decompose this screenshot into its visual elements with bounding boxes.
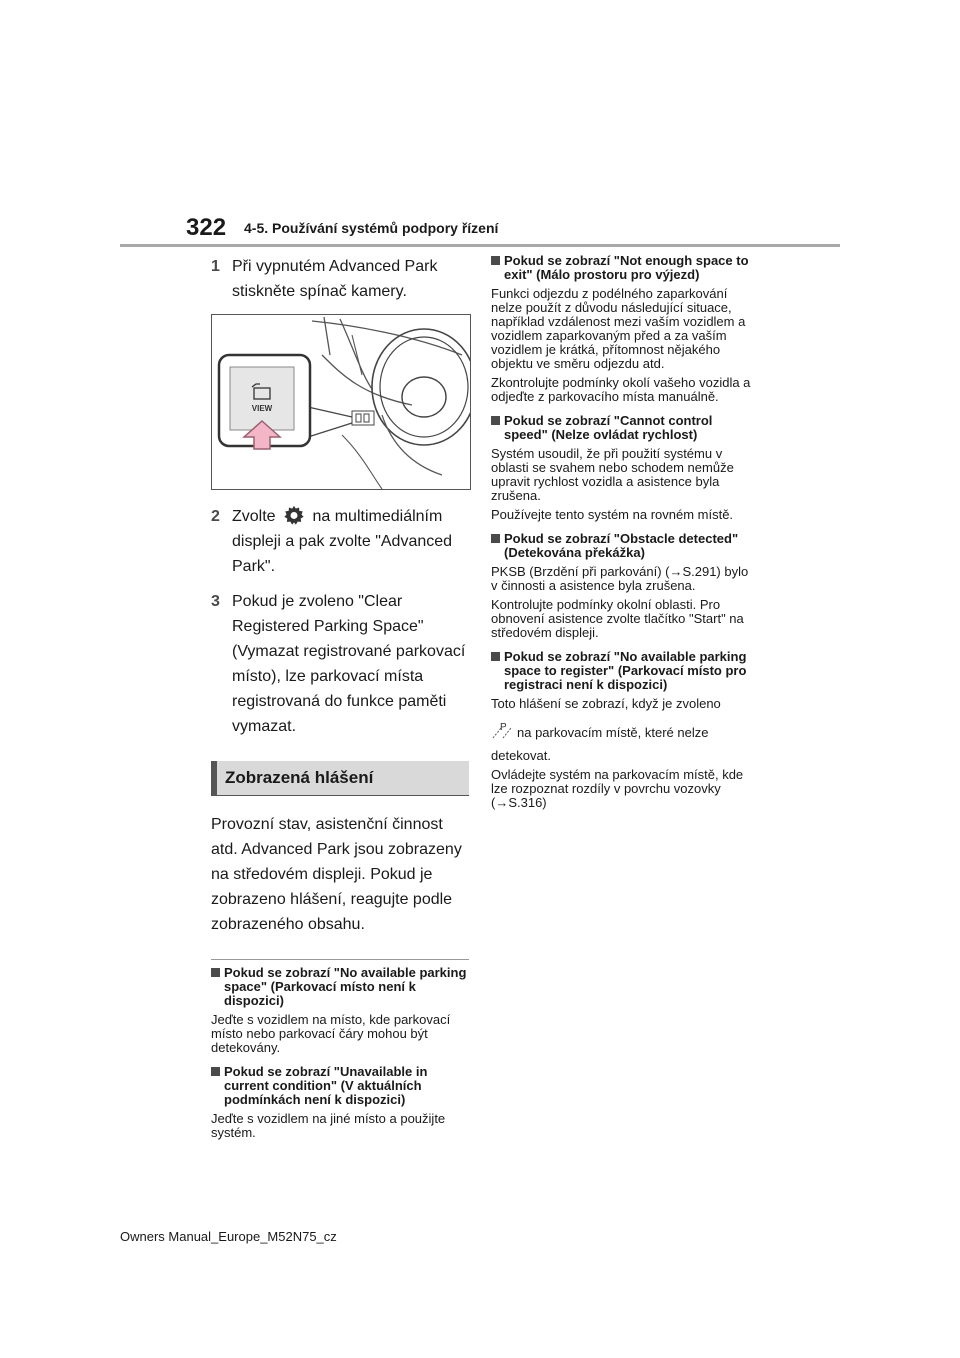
header-rule [120, 244, 840, 247]
camera-switch-figure [211, 314, 471, 490]
message-item [491, 650, 752, 810]
section-heading: Zobrazená hlášení [211, 761, 469, 796]
message-title: Pokud se zobrazí "Unavailable in current condition" (V aktuálních podmínkách není k dispozici) [211, 1065, 469, 1107]
message-title: Pokud se zobrazí "No available parking space" (Parkovací místo není k dispozici) [211, 966, 469, 1008]
message-title: Pokud se zobrazí "Not enough space to exit" (Málo prostoru pro výjezd) [491, 254, 752, 282]
step-text-after: na multimediálním displeji a pak zvolte "Advanced Park". [232, 508, 453, 575]
message-item [491, 254, 752, 404]
message-body: Jeďte s vozidlem na jiné místo a použijte systém. [211, 1111, 446, 1140]
message-title: Pokud se zobrazí "Obstacle detected" (Detekována překážka) [491, 532, 752, 560]
intro-paragraph: Provozní stav, asistenční činnost atd. Advanced Park jsou zobrazeny na středovém displeji. Pokud je zobrazeno hlášení, reagujte podle zobrazeného obsahu. [211, 816, 462, 933]
step-text: Při vypnutém Advanced Park stiskněte spínač kamery. [232, 258, 438, 300]
step-number: 1 [211, 258, 220, 275]
message-body: Zkontrolujte podmínky okolí vašeho vozidla a odjeďte z parkovacího místa manuálně. [491, 375, 751, 404]
message-body: Jeďte s vozidlem na místo, kde parkovací místo nebo parkovací čáry mohou být detekovány. [211, 1012, 451, 1055]
square-bullet-icon [211, 1067, 220, 1076]
divider [211, 959, 469, 960]
square-bullet-icon [491, 534, 500, 543]
page-number: 322 [186, 214, 227, 241]
parking-detect-icon [491, 720, 513, 740]
message-body: Kontrolujte podmínky okolní oblasti. Pro obnovení asistence zvolte tlačítko "Start" na středovém displeji. [491, 597, 744, 640]
view-button-label: VIEW [251, 404, 273, 413]
settings-gear-icon [283, 504, 305, 526]
section-title: 4-5. Používání systémů podpory řízení [244, 220, 499, 236]
step-text: Pokud je zvoleno "Clear Registered Parking Space" (Vymazat registrované parkovací místo), lze parkovací místa registrovaná do funkce paměti vymazat. [232, 593, 466, 735]
dashboard-illustration [212, 315, 470, 489]
message-body: Používejte tento systém na rovném místě. [491, 507, 734, 522]
message-title: Pokud se zobrazí "No available parking space to register" (Parkovací místo pro registraci není k dispozici) [491, 650, 752, 692]
step-3 [211, 589, 469, 739]
message-body: Toto hlášení se zobrazí, když je zvoleno [491, 696, 721, 711]
square-bullet-icon [491, 416, 500, 425]
left-column [211, 254, 469, 1150]
svg-text:P: P [500, 722, 507, 733]
message-body: Systém usoudil, že při použití systému v oblasti se svahem nebo schodem nemůže upravit rychlost vozidla a asistence byla zrušena. [491, 446, 734, 503]
message-body: PKSB (Brzdění při parkování) (→S.291) bylo v činnosti a asistence byla zrušena. [491, 564, 749, 593]
message-body: detekovat. [491, 748, 551, 763]
step-2 [211, 504, 469, 579]
message-item [211, 966, 469, 1055]
step-number: 2 [211, 508, 220, 525]
step-1 [211, 254, 469, 304]
message-body: Funkci odjezdu z podélného zaparkování nelze použít z důvodu následující situace, například vzdálenost mezi vaším vozidlem a vozidlem zaparkovaným před a za vaším vozidlem je krátká, přítomnost nějakého objektu ve směru odjezdu atd. [491, 286, 746, 371]
message-item [491, 414, 752, 522]
step-number: 3 [211, 593, 220, 610]
square-bullet-icon [491, 256, 500, 265]
square-bullet-icon [491, 652, 500, 661]
message-item [491, 532, 752, 640]
step-text-before: Zvolte [232, 508, 276, 525]
footer-manual-id: Owners Manual_Europe_M52N75_cz [120, 1229, 337, 1244]
icon-line: P na parkovacím místě, které nelze [491, 720, 752, 740]
message-body: Ovládejte systém na parkovacím místě, kde lze rozpoznat rozdíly v povrchu vozovky (→S.316) [491, 767, 744, 810]
right-column [491, 254, 752, 820]
square-bullet-icon [211, 968, 220, 977]
message-title: Pokud se zobrazí "Cannot control speed" (Nelze ovládat rychlost) [491, 414, 752, 442]
message-item [211, 1065, 469, 1140]
